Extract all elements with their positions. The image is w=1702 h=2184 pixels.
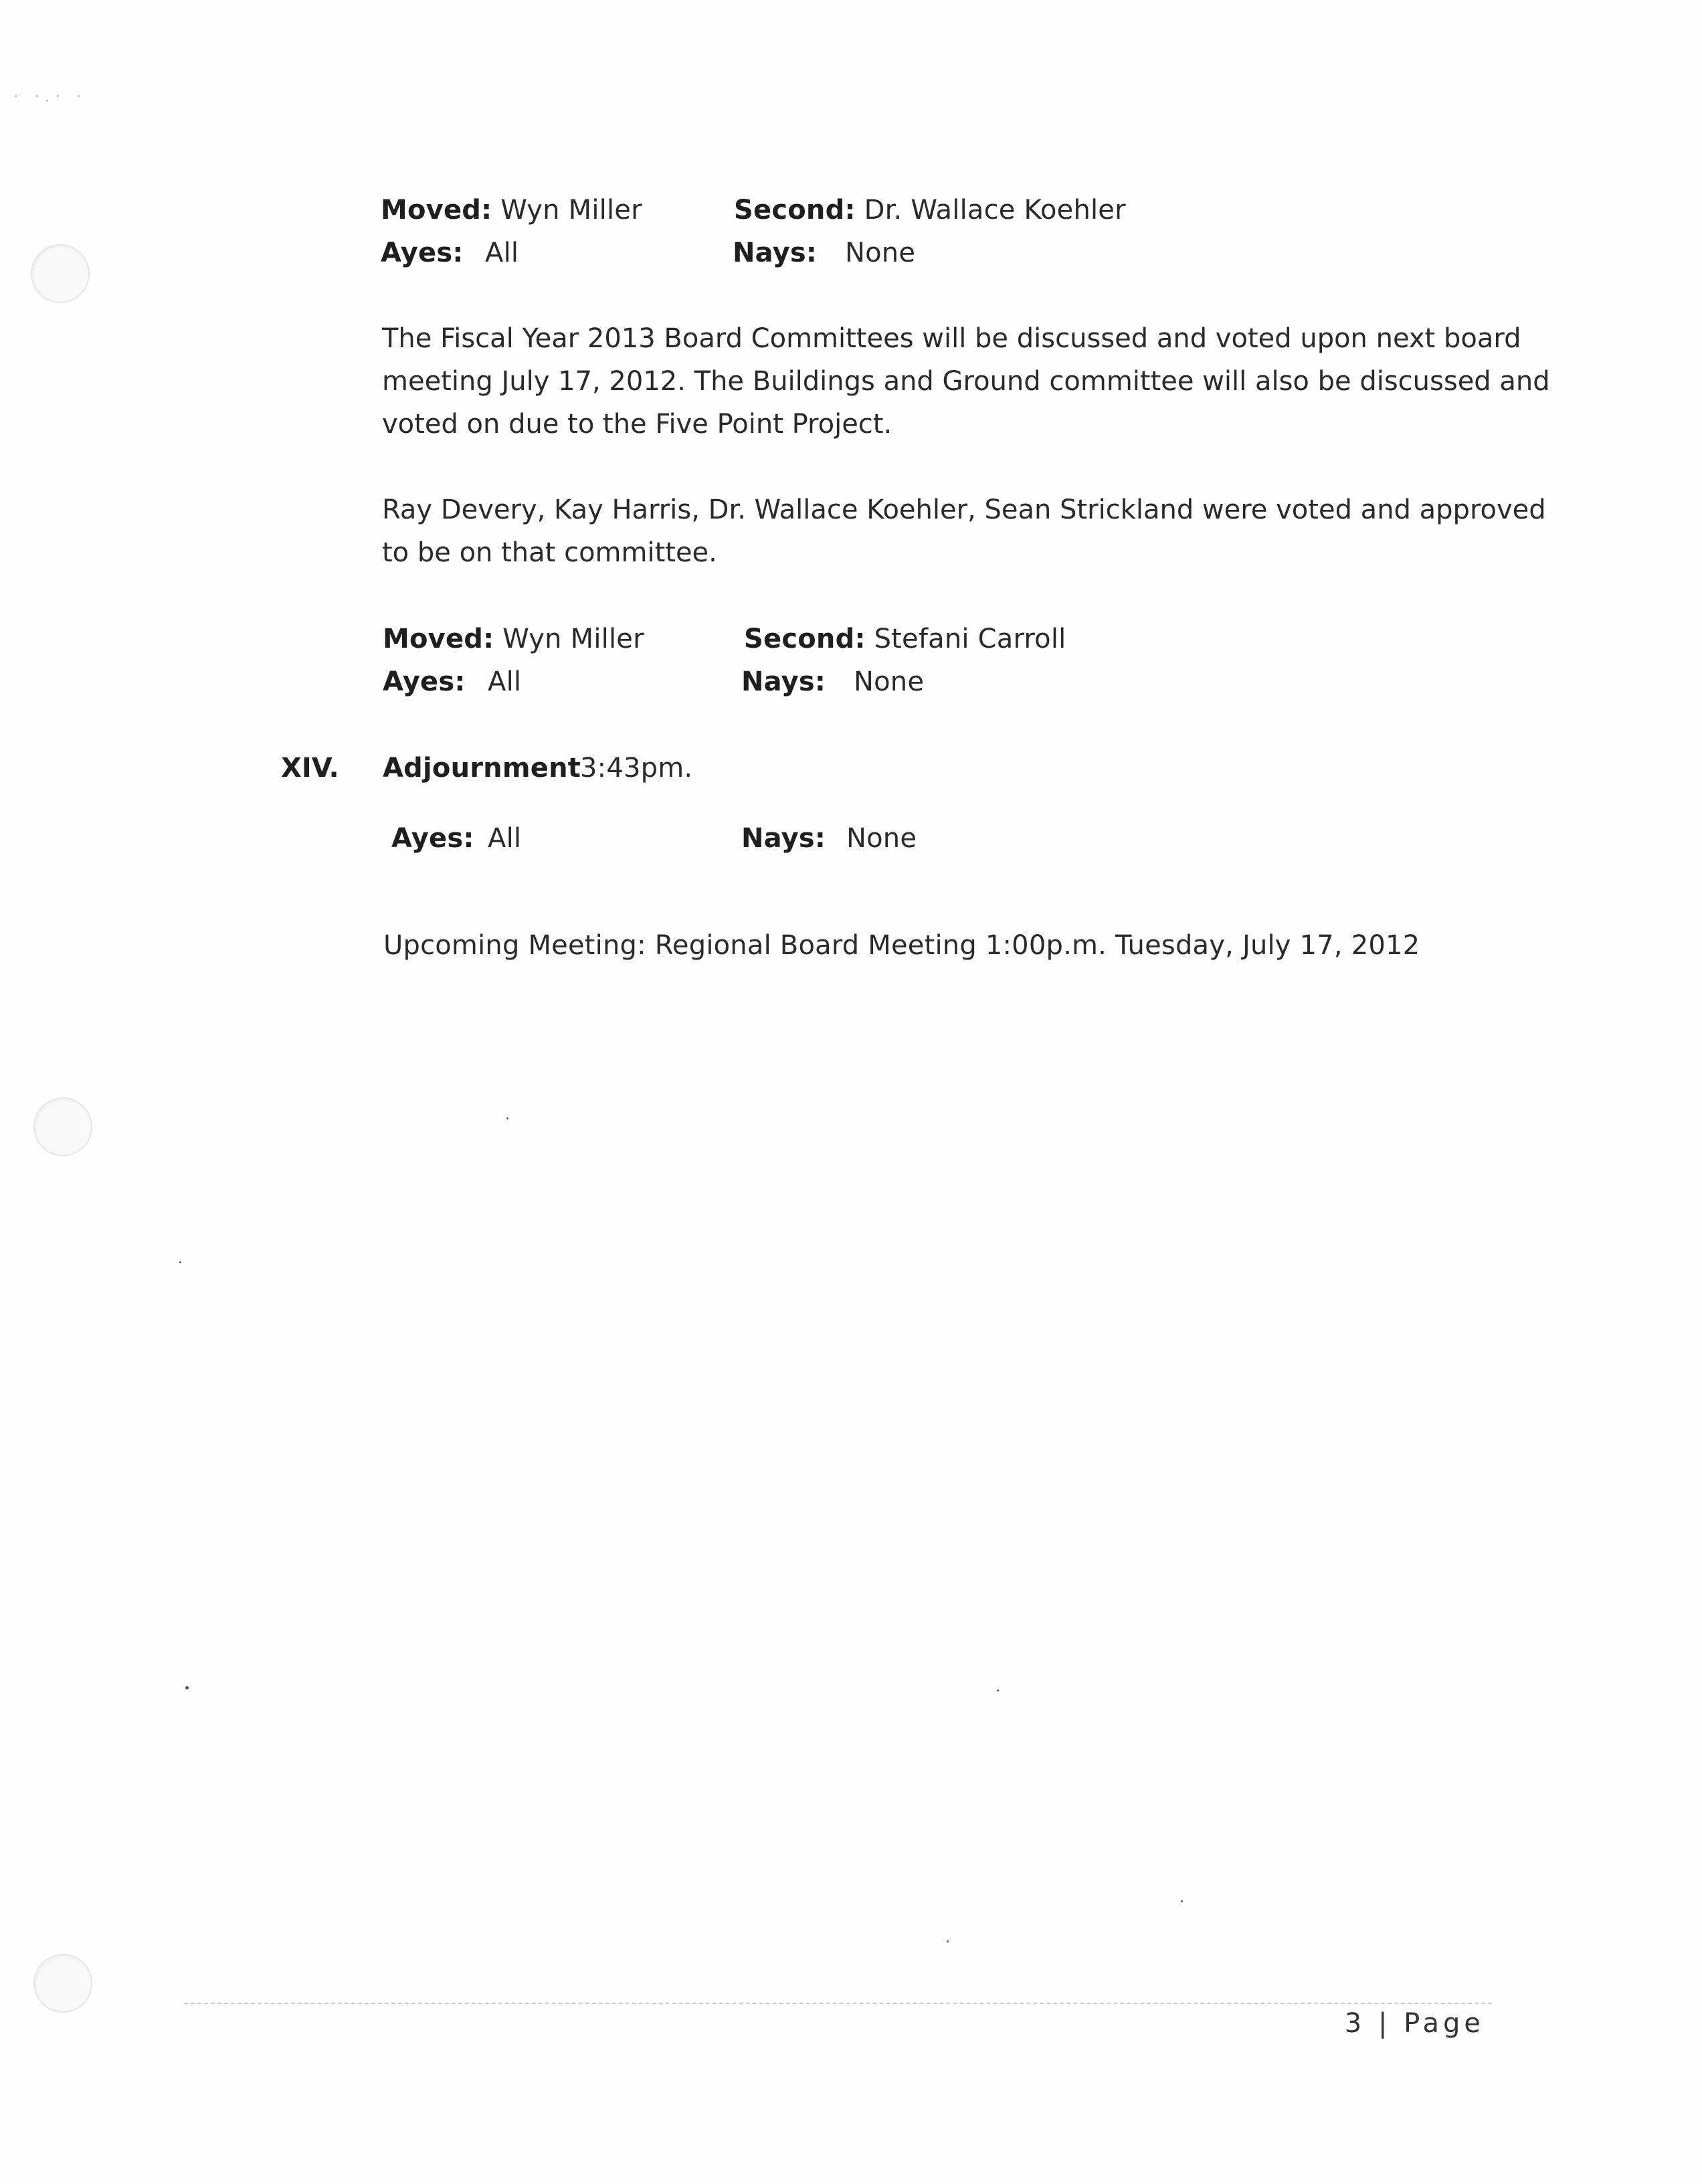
paragraph-line: The Fiscal Year 2013 Board Committees will be discussed and voted upon next board [382, 323, 1521, 354]
page-separator: | [1378, 2008, 1392, 2039]
adjournment-time: 3:43pm. [580, 753, 693, 784]
adjournment-label: Adjournment [383, 753, 581, 784]
footer-divider [184, 2003, 1492, 2004]
second-value: Stefani Carroll [874, 624, 1066, 654]
scan-speck [179, 1261, 181, 1263]
motion1-moved [381, 197, 642, 223]
scan-speck [947, 1940, 949, 1942]
nays-label: Nays: [741, 823, 826, 854]
page-word: Page [1404, 2008, 1485, 2039]
scan-speck [1181, 1900, 1183, 1902]
ayes-label: Ayes: [391, 823, 474, 854]
ayes-label: Ayes: [381, 238, 464, 268]
adjournment-nays [741, 825, 826, 852]
paragraph-committee-members [382, 488, 1546, 574]
upcoming-meeting: Upcoming Meeting: Regional Board Meeting 1:00p.m. Tuesday, July 17, 2012 [383, 930, 1420, 961]
motion2-ayes-value: All [488, 666, 522, 697]
paragraph-line: voted on due to the Five Point Project. [382, 409, 892, 440]
nays-label: Nays: [741, 666, 826, 697]
motion2-second [744, 626, 1066, 652]
section-title [383, 755, 581, 782]
scan-speck [997, 1690, 999, 1692]
second-value: Dr. Wallace Koehler [864, 195, 1126, 225]
motion1-ayes [381, 240, 464, 266]
page-footer [1345, 2010, 1485, 2037]
motion1-second [734, 197, 1126, 223]
moved-value: Wyn Miller [502, 624, 644, 654]
moved-label: Moved: [381, 195, 492, 225]
punch-hole-middle [33, 1097, 92, 1156]
scan-smudge: · ·.· · [13, 87, 87, 106]
paragraph-line: Ray Devery, Kay Harris, Dr. Wallace Koehler, Sean Strickland were voted and approved [382, 494, 1546, 525]
punch-hole-top [31, 244, 90, 303]
scan-speck [506, 1117, 508, 1119]
motion1-nays-value: None [845, 238, 916, 268]
moved-value: Wyn Miller [500, 195, 642, 225]
adjournment-nays-value: None [846, 823, 917, 854]
second-label: Second: [734, 195, 856, 225]
adjournment-ayes [391, 825, 474, 852]
motion2-ayes [383, 668, 466, 695]
motion1-ayes-value: All [485, 238, 519, 268]
page-number: 3 [1344, 2008, 1366, 2039]
punch-hole-bottom [33, 1954, 92, 2013]
paragraph-line: meeting July 17, 2012. The Buildings and Ground committee will also be discussed and [382, 366, 1550, 397]
nays-label: Nays: [733, 238, 818, 268]
adjournment-ayes-value: All [488, 823, 522, 854]
moved-label: Moved: [383, 624, 494, 654]
motion2-moved [383, 626, 644, 652]
paragraph-line: to be on that committee. [382, 537, 717, 568]
paragraph-fiscal-year-committees [382, 317, 1550, 446]
ayes-label: Ayes: [383, 666, 466, 697]
scan-speck [185, 1686, 189, 1690]
motion2-nays-value: None [854, 666, 925, 697]
motion1-nays [733, 240, 817, 266]
section-numeral: XIV. [281, 753, 339, 784]
second-label: Second: [744, 624, 866, 654]
motion2-nays [741, 668, 826, 695]
